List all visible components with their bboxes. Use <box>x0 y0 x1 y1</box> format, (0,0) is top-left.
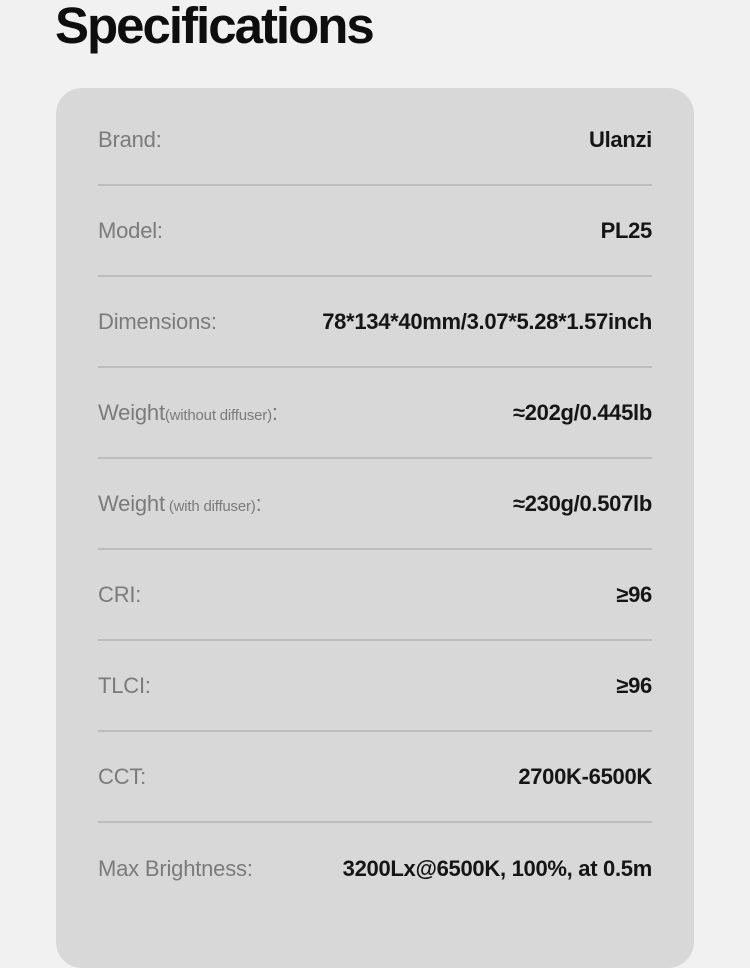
spec-value: 78*134*40mm/3.07*5.28*1.57inch <box>322 308 652 334</box>
spec-label: Weight(without diffuser): <box>98 399 278 425</box>
spec-row <box>98 277 652 368</box>
spec-table <box>98 95 652 914</box>
spec-row <box>98 641 652 732</box>
spec-label: CRI: <box>98 581 142 607</box>
spec-label: Model: <box>98 217 163 243</box>
spec-value: ≥96 <box>616 581 652 607</box>
spec-row <box>98 459 652 550</box>
spec-value: PL25 <box>600 217 652 243</box>
page-title: Specifications <box>55 0 373 54</box>
spec-row <box>98 368 652 459</box>
spec-card <box>56 88 694 968</box>
spec-label: Max Brightness: <box>98 855 253 881</box>
spec-label: TLCI: <box>98 672 151 698</box>
spec-label: Dimensions: <box>98 308 217 334</box>
spec-row <box>98 550 652 641</box>
spec-value: ≈230g/0.507lb <box>512 490 652 516</box>
spec-row <box>98 186 652 277</box>
spec-value: ≥96 <box>616 672 652 698</box>
spec-label: Weight (with diffuser): <box>98 490 262 516</box>
spec-value: ≈202g/0.445lb <box>512 399 652 425</box>
spec-row <box>98 823 652 914</box>
spec-value: 3200Lx@6500K, 100%, at 0.5m <box>342 855 652 881</box>
spec-row <box>98 95 652 186</box>
spec-value: Ulanzi <box>589 126 652 152</box>
spec-label: Brand: <box>98 126 162 152</box>
spec-label: CCT: <box>98 763 147 789</box>
spec-value: 2700K-6500K <box>518 763 652 789</box>
spec-row <box>98 732 652 823</box>
